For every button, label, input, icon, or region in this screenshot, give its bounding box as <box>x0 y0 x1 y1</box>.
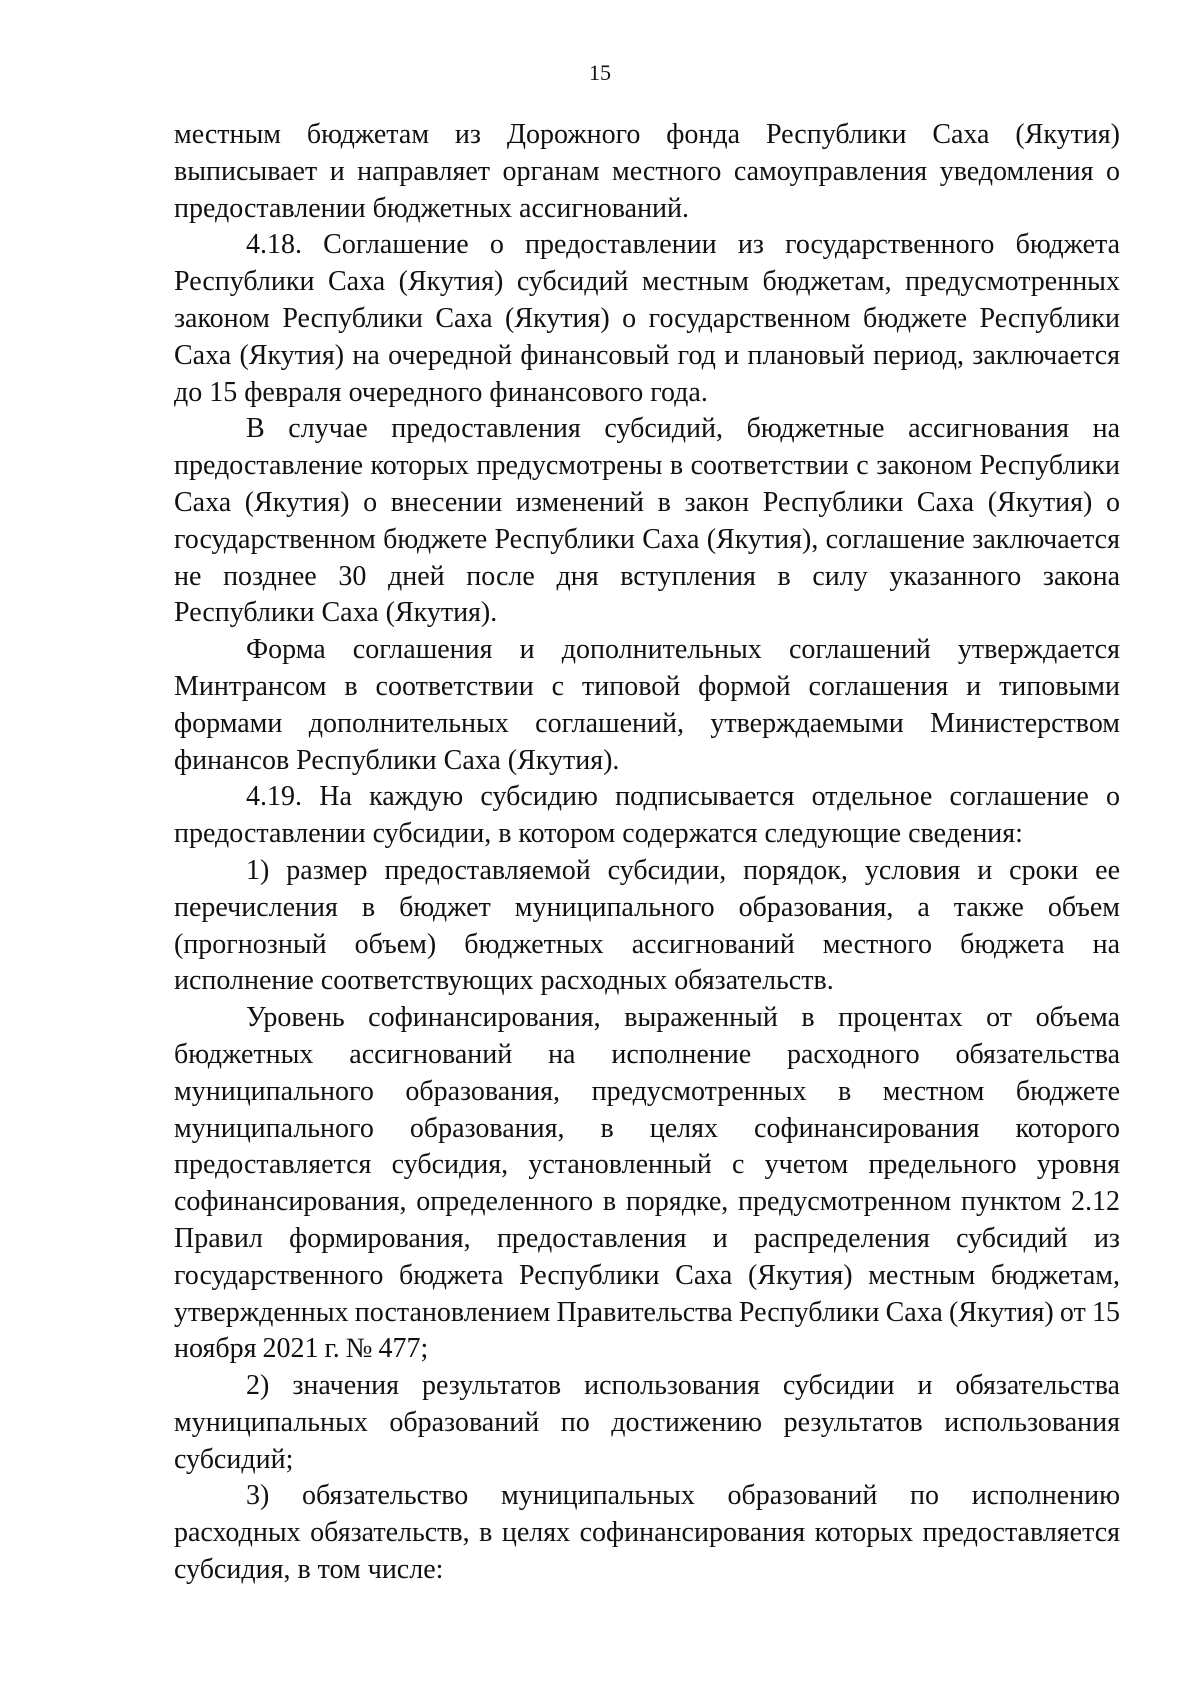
list-item-3: 3) обязательство муниципальных образований по исполнению расходных обязательств, в целях софинансирования которых предоставляется субсидия, в том числе: <box>174 1480 1120 1586</box>
paragraph-agreement-form: Форма соглашения и дополнительных соглашений утверждается Минтрансом в соответствии с типовой формой соглашения и типовыми формами дополнительных соглашений, утверждаемыми Министерством финансов Республики Саха (Якутия). <box>174 634 1120 776</box>
paragraph-cofinancing-level: Уровень софинансирования, выраженный в процентах от объема бюджетных ассигнований на исполнение расходного обязательства муниципального образования, предусмотренных в местном бюджете муниципального образования, в целях софинансирования которого предоставляется субсидия, установленный с учетом предельного уровня софинансирования, определенного в порядке, предусмотренном пунктом 2.12 Правил формирования, предоставления и распределения субсидий из государственного бюджета Республики Саха (Якутия) местным бюджетам, утвержденных постановлением Правительства Республики Саха (Якутия) от 15 ноября 2021 г. № 477; <box>174 1002 1120 1365</box>
paragraph-4-18: 4.18. Соглашение о предоставлении из государственного бюджета Республики Саха (Якутия) субсидий местным бюджетам, предусмотренных законом Республики Саха (Якутия) о государственном бюджете Республики Саха (Якутия) на очередной финансовый год и плановый период, заключается до 15 февраля очередного финансового года. <box>174 229 1120 408</box>
document-body <box>174 117 1120 1589</box>
list-item-2: 2) значения результатов использования субсидии и обязательства муниципальных образований по достижению результатов использования субсидий; <box>174 1370 1120 1475</box>
paragraph-4-19: 4.19. На каждую субсидию подписывается отдельное соглашение о предоставлении субсидии, в котором содержатся следующие сведения: <box>174 781 1120 850</box>
paragraph-continuation: местным бюджетам из Дорожного фонда Республики Саха (Якутия) выписывает и направляет органам местного самоуправления уведомления о предоставлении бюджетных ассигнований. <box>174 119 1120 224</box>
page-number: 15 <box>589 60 611 85</box>
paragraph-subsidy-case: В случае предоставления субсидий, бюджетные ассигнования на предоставление которых предусмотрены в соответствии с законом Республики Саха (Якутия) о внесении изменений в закон Республики Саха (Якутия) о государственном бюджете Республики Саха (Якутия), соглашение заключается не позднее 30 дней после дня вступления в силу указанного закона Республики Саха (Якутия). <box>174 413 1120 629</box>
list-item-1: 1) размер предоставляемой субсидии, порядок, условия и сроки ее перечисления в бюджет муниципального образования, а также объем (прогнозный объем) бюджетных ассигнований местного бюджета на исполнение соответствующих расходных обязательств. <box>174 854 1120 997</box>
